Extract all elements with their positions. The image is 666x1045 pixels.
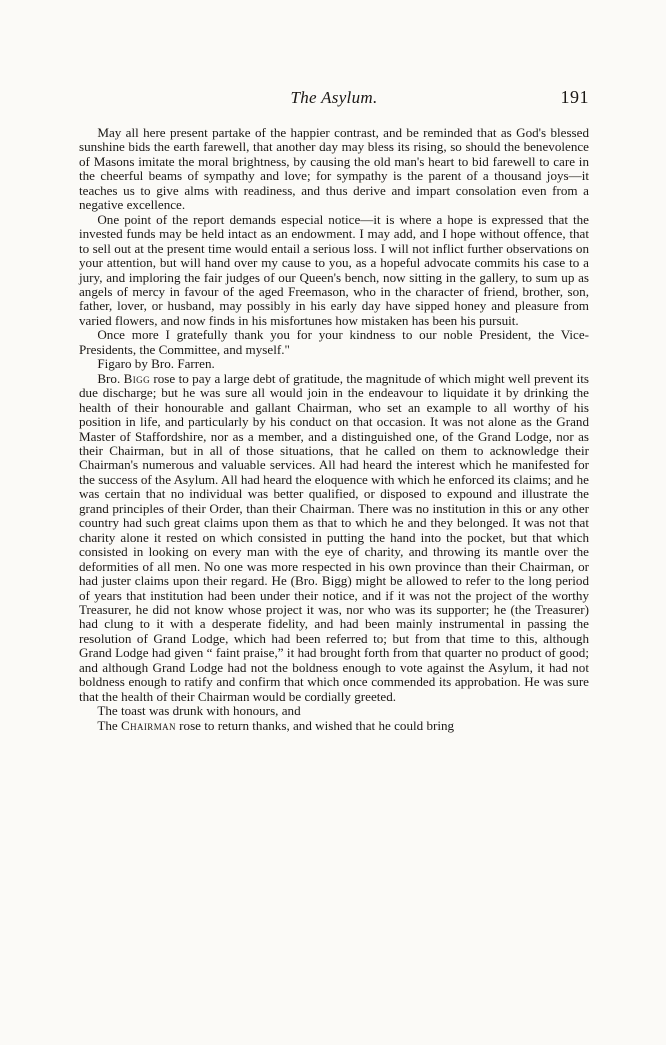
paragraph: One point of the report demands especial notice—it is where a hope is expressed that the invested funds may be held intact as an endowment. I may add, and I hope without offence, that to sell out at the present time would entail a serious loss. I will not inflict further observations on your attention, but will hand over my cause to you, as a hopeful advocate commits his case to a jury, and imploring the fair judges of our Queen's bench, now sitting in the gallery, to sum up as angels of mercy in favour of the aged Freemason, who in the character of friend, brother, son, father, lover, or husband, may possibly in his early day have sipped honey and pleasure from varied flowers, and now finds in his misfortunes how mistaken has been his pursuit. xyxy=(79,211,589,328)
paragraph: May all here present partake of the happier contrast, and be reminded that as God's blessed sunshine bids the earth farewell, that another day may bless its rising, so should the benevolence of Masons imitate the moral brightness, by causing the old man's heart to bid farewell to care in the cheerful beams of sympathy and love; for sympathy is the parent of a thousand joys—it teaches us to give alms with readiness, and thus derive and impart consolation even from a negative excellence. xyxy=(79,125,589,213)
speaker-name: Bigg xyxy=(123,370,150,386)
paragraph: The toast was drunk with honours, and xyxy=(97,703,301,719)
paragraph-text: rose to return thanks, and wished that he could bring xyxy=(175,717,455,733)
paragraph-text: rose to pay a large debt of gratitude, the magnitude of which might well prevent its due discharge; but he was sure all would join in the endeavour to liquidate it by drinking the health of their honourable and gallant Chairman, who set an example to all worthy of his position in life, and particularly by his conduct on that occasion. It was not alone as the Grand Master of Staffordshire, nor as a member, and a distinguished one, of the Grand Lodge, nor as their Chairman, but in all of those situations, that he called on them to acknowledge their Chairman's numerous and valuable services. All had heard the interest which he manifested for the success of the Asylum. All had heard the eloquence with which he enforced its claims; and he was certain that no individual was better qualified, or disposed to expound and illustrate the grand principles of their Order, than their Chairman. There was no institution in this or any other country had such great claims upon them as that to which he and they belonged. It was not that charity alone it rested on which consisted in putting the hand into the pocket, but that which consisted in looking on every man with the eye of charity, and throwing its mantle over the deformities of all men. No one was more respected in his own province than their Chairman, or had juster claims upon their regard. He (Bro. Bigg) might be allowed to refer to the long period of years that institution had been under their notice, and if it was not the project of the worthy Treasurer, he did not know whose project it was, nor who was its supporter; he (the Treasurer) had clung to it with a desperate fidelity, and had been mainly instrumental in passing the resolution of Grand Lodge, which had been referred to; but from that time to this, although Grand Lodge had given “ faint praise,” it had brought forth from that quarter no product of good; and although Grand Lodge had not the boldness enough to vote against the Asylum, it had not boldness enough to ratify and confirm that which once commended its approbation. He was sure that the health of their Chairman would be cordially greeted. xyxy=(79,370,589,704)
paragraph-lead: Bro. xyxy=(97,370,124,386)
paragraph xyxy=(79,372,589,704)
running-head xyxy=(79,88,589,112)
paragraph xyxy=(79,719,589,733)
paragraph: Figaro by Bro. Farren. xyxy=(97,356,215,372)
paragraph-lead: The xyxy=(97,717,121,733)
running-title: The Asylum. xyxy=(290,88,378,107)
page-number: 191 xyxy=(560,87,589,107)
paragraph: Once more I gratefully thank you for your kindness to our noble President, the Vice-Presidents, the Committee, and myself." xyxy=(79,327,589,357)
speaker-name: Chairman xyxy=(120,717,176,733)
body-text xyxy=(79,126,589,733)
